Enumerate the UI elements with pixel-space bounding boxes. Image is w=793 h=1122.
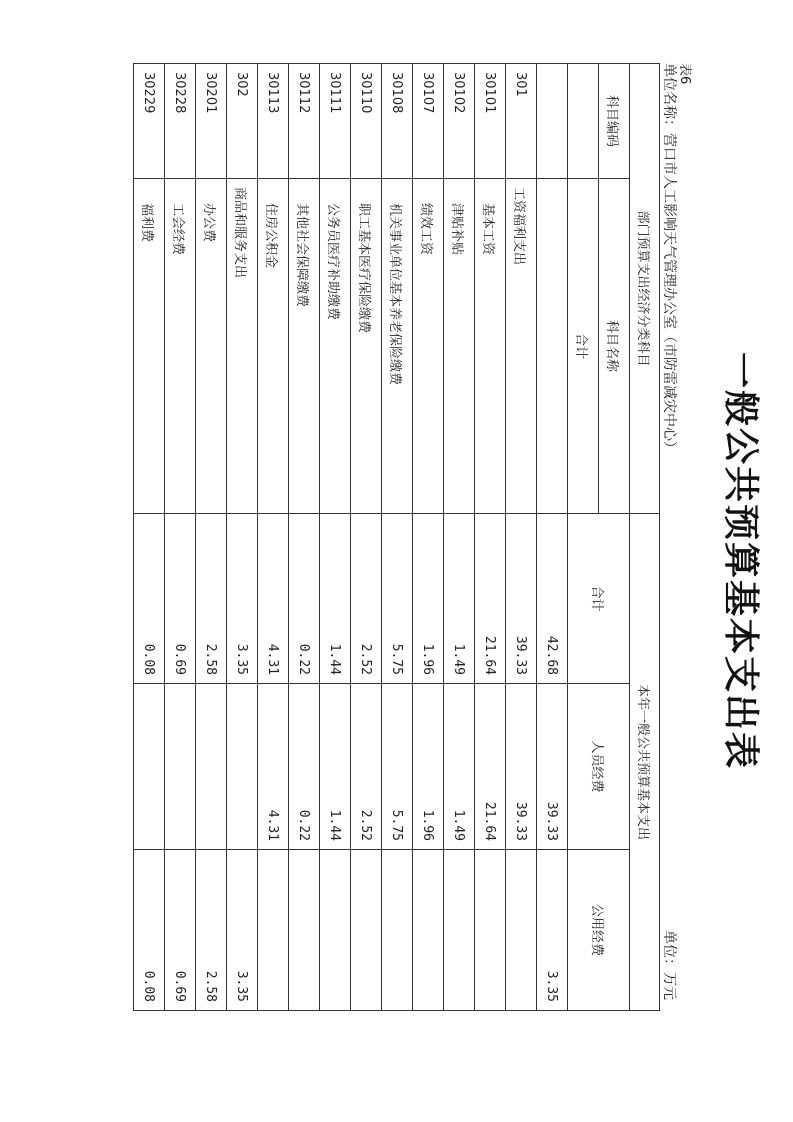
- table-row: [506, 64, 537, 1011]
- row-total: 1.49: [444, 514, 475, 684]
- total-amount: 42.68: [537, 514, 568, 684]
- row-public: [444, 850, 475, 1011]
- total-label: 合计: [568, 179, 599, 514]
- row-total: 0.69: [165, 514, 196, 684]
- page-title: 一般公共预算基本支出表: [720, 351, 762, 770]
- row-public: [506, 850, 537, 1011]
- table-row: [475, 64, 506, 1011]
- row-code: 30201: [196, 64, 227, 179]
- row-name: 工会经费: [165, 179, 196, 514]
- row-code: 30110: [351, 64, 382, 179]
- table-row: [444, 64, 475, 1011]
- header-public: 公用经费: [568, 850, 630, 1011]
- row-name: 公务员医疗补助缴费: [320, 179, 351, 514]
- row-public: [289, 850, 320, 1011]
- row-code: 30101: [475, 64, 506, 179]
- row-personnel: 5.75: [382, 684, 413, 850]
- row-name: 住房公积金: [258, 179, 289, 514]
- row-personnel: 39.33: [506, 684, 537, 850]
- row-public: [258, 850, 289, 1011]
- table-row: [196, 64, 227, 1011]
- row-name: 基本工资: [475, 179, 506, 514]
- row-public: [475, 850, 506, 1011]
- row-total: 4.31: [258, 514, 289, 684]
- header-basic-expenditure: 本年一般公共预算基本支出: [630, 514, 660, 1011]
- table-row: [134, 64, 165, 1011]
- row-public: 0.08: [134, 850, 165, 1011]
- row-code: 30113: [258, 64, 289, 179]
- row-total: 1.44: [320, 514, 351, 684]
- row-personnel: 2.52: [351, 684, 382, 850]
- row-code: 301: [506, 64, 537, 179]
- row-name: 其他社会保障缴费: [289, 179, 320, 514]
- row-code: 30111: [320, 64, 351, 179]
- row-public: 2.58: [196, 850, 227, 1011]
- row-name: 商品和服务支出: [227, 179, 258, 514]
- row-code: 302: [227, 64, 258, 179]
- unit-label: 单位：万元: [661, 930, 677, 1000]
- table-row: [258, 64, 289, 1011]
- row-name: 津贴补贴: [444, 179, 475, 514]
- row-name: 办公费: [196, 179, 227, 514]
- table-body: [134, 64, 568, 1011]
- row-name: 福利费: [134, 179, 165, 514]
- header-total: 合计: [568, 514, 630, 684]
- row-name: 职工基本医疗保险缴费: [351, 179, 382, 514]
- row-total: 0.08: [134, 514, 165, 684]
- table-row: [165, 64, 196, 1011]
- row-code: 30112: [289, 64, 320, 179]
- organization-label: 单位名称：营口市人工影响天气管理办公室（市防雷减灾中心）: [661, 63, 677, 455]
- table-row: [320, 64, 351, 1011]
- row-total: 2.58: [196, 514, 227, 684]
- row-public: [382, 850, 413, 1011]
- total-code-cell: [568, 64, 599, 179]
- total-row: [537, 64, 568, 1011]
- row-personnel: [165, 684, 196, 850]
- row-total: 21.64: [475, 514, 506, 684]
- row-total: 0.22: [289, 514, 320, 684]
- row-name: 绩效工资: [413, 179, 444, 514]
- row-public: 0.69: [165, 850, 196, 1011]
- row-personnel: 1.44: [320, 684, 351, 850]
- row-public: 3.35: [227, 850, 258, 1011]
- row-total: 1.96: [413, 514, 444, 684]
- row-personnel: 1.49: [444, 684, 475, 850]
- row-code: 30102: [444, 64, 475, 179]
- row-public: [320, 850, 351, 1011]
- header-personnel: 人员经费: [568, 684, 630, 850]
- row-code: 30108: [382, 64, 413, 179]
- row-personnel: [227, 684, 258, 850]
- row-total: 5.75: [382, 514, 413, 684]
- row-personnel: 21.64: [475, 684, 506, 850]
- table-row: [413, 64, 444, 1011]
- table-number: 表6: [677, 63, 692, 85]
- row-public: [413, 850, 444, 1011]
- total-public: 3.35: [537, 850, 568, 1011]
- row-public: [351, 850, 382, 1011]
- row-code: 30107: [413, 64, 444, 179]
- row-personnel: 4.31: [258, 684, 289, 850]
- row-name: 工资福利支出: [506, 179, 537, 514]
- row-total: 2.52: [351, 514, 382, 684]
- row-total: 39.33: [506, 514, 537, 684]
- table-row: [227, 64, 258, 1011]
- row-code: 30229: [134, 64, 165, 179]
- row-personnel: 0.22: [289, 684, 320, 850]
- header-code: 科目编码: [599, 64, 630, 179]
- table-row: [382, 64, 413, 1011]
- table-row: [289, 64, 320, 1011]
- header-econ-class: 部门预算支出经济分类科目: [630, 64, 660, 514]
- row-personnel: [196, 684, 227, 850]
- total-personnel: 39.33: [537, 684, 568, 850]
- row-name: 机关事业单位基本养老保险缴费: [382, 179, 413, 514]
- row-personnel: [134, 684, 165, 850]
- table-row: [351, 64, 382, 1011]
- row-total: 3.35: [227, 514, 258, 684]
- row-personnel: 1.96: [413, 684, 444, 850]
- budget-table: [133, 63, 660, 1011]
- row-code: 30228: [165, 64, 196, 179]
- header-name: 科目名称: [599, 179, 630, 514]
